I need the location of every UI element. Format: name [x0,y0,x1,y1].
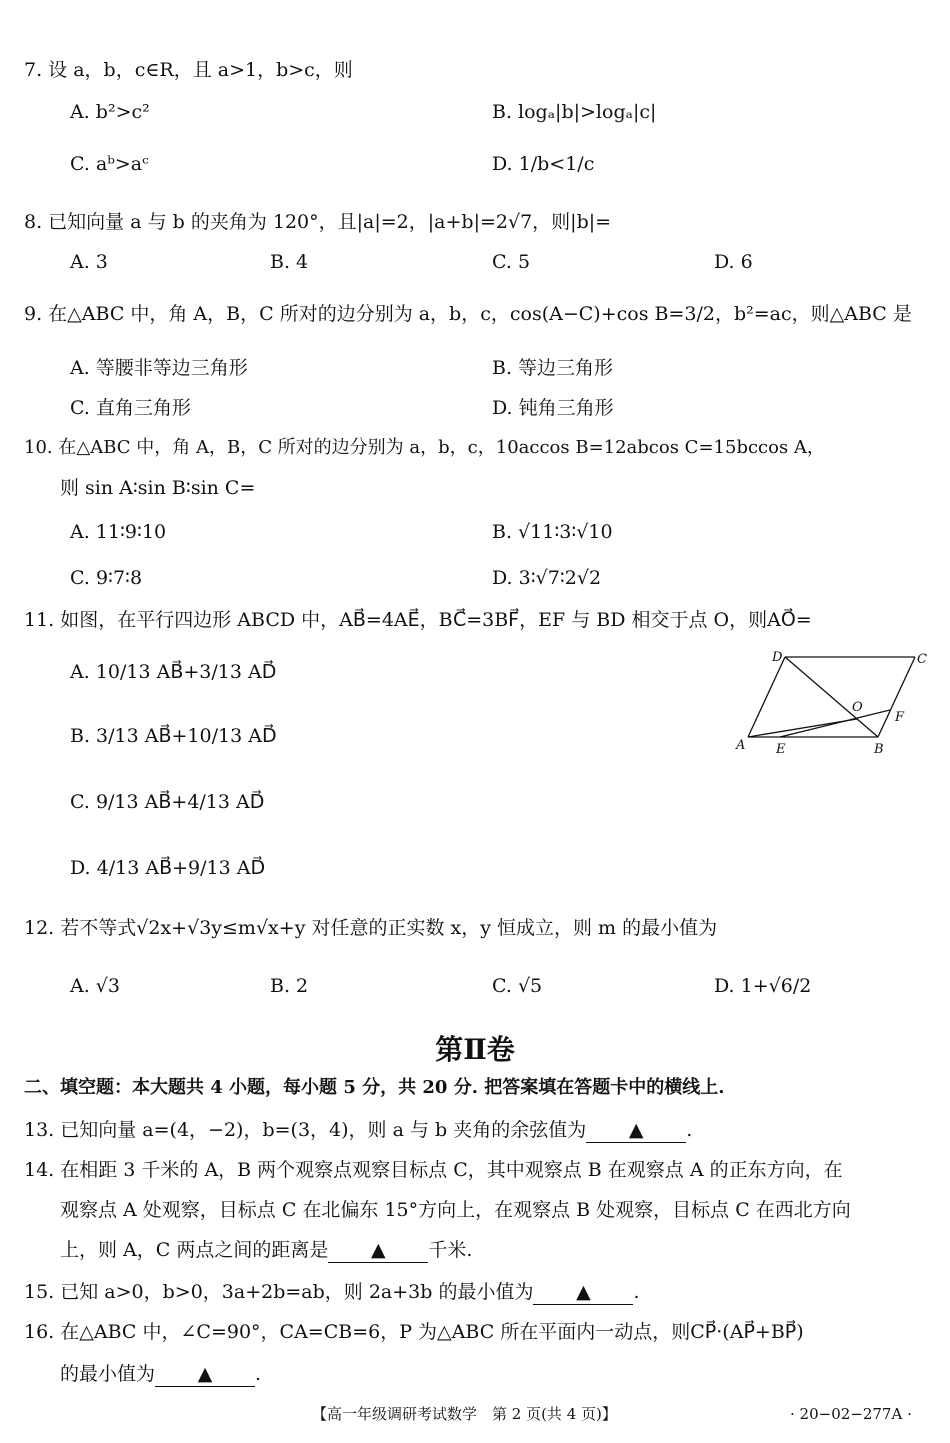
q12-option-b: B. 2 [270,975,309,997]
q9-option-c: C. 直角三角形 [70,397,191,419]
q13 [24,1118,692,1143]
q14-line1: 14. 在相距 3 千米的 A，B 两个观察点观察目标点 C，其中观察点 B 在观察点 A 的正东方向，在 [24,1159,843,1181]
footer-code: · 20−02−277A · [790,1405,912,1423]
q11-parallelogram-figure [730,645,930,760]
q9-option-b: B. 等边三角形 [492,357,614,379]
q14-line3 [60,1238,472,1263]
q16-line2 [60,1362,261,1387]
q8-option-d: D. 6 [714,251,753,273]
q9-option-d: D. 钝角三角形 [492,397,614,419]
label-b: B [874,742,884,757]
q13-text: 13. 已知向量 a=(4，−2)，b=(3，4)，则 a 与 b 夹角的余弦值为 [24,1119,587,1141]
q11-stem: 11. 如图，在平行四边形 ABCD 中，AB⃗=4AE⃗，BC⃗=3BF⃗，EF 与 BD 相交于点 O，则AO⃗= [24,609,812,631]
label-e: E [776,742,786,757]
section-2-instruction: 二、填空题：本大题共 4 小题，每小题 5 分，共 20 分. 把答案填在答题卡中的横线上. [24,1077,725,1098]
triangle-icon: ▲ [576,1281,591,1303]
q7-option-b: B. logₐ|b|>logₐ|c| [492,101,657,123]
triangle-icon: ▲ [197,1363,213,1385]
q13-end: . [686,1119,693,1141]
q14-line3-text: 上，则 A，C 两点之间的距离是 [60,1239,329,1261]
footer-page-info: 【高一年级调研考试数学 第 2 页(共 4 页)】 [312,1405,617,1423]
q12-stem: 12. 若不等式√2x+√3y≤m√x+y 对任意的正实数 x，y 恒成立，则 m 的最小值为 [24,917,718,939]
q8-stem: 8. 已知向量 a 与 b 的夹角为 120°，且|a|=2，|a+b|=2√7，则|b|= [24,211,612,233]
q16-line1: 16. 在△ABC 中，∠C=90°，CA=CB=6，P 为△ABC 所在平面内一动点，则CP⃗·(AP⃗+BP⃗) [24,1321,804,1343]
q7-stem: 7. 设 a，b，c∈R，且 a>1，b>c，则 [24,59,353,81]
q10-option-a: A. 11∶9∶10 [70,521,167,543]
triangle-icon: ▲ [371,1239,386,1261]
q11-option-b: B. 3/13 AB⃗+10/13 AD⃗ [70,725,277,747]
edge-da [748,657,785,737]
q14-answer-blank [328,1238,428,1263]
q14-line2: 观察点 A 处观察，目标点 C 在北偏东 15°方向上，在观察点 B 处观察，目标点 C 在西北方向 [60,1199,851,1221]
q16-line2-text: 的最小值为 [60,1363,156,1385]
edge-bc [878,657,915,737]
q11-option-d: D. 4/13 AB⃗+9/13 AD⃗ [70,857,266,879]
q10-stem-line2: 则 sin A∶sin B∶sin C= [60,477,256,499]
label-f: F [895,710,905,725]
q8-option-c: C. 5 [492,251,531,273]
label-c: C [917,652,927,667]
label-a: A [736,738,746,753]
q11-option-c: C. 9/13 AB⃗+4/13 AD⃗ [70,791,265,813]
q7-option-a: A. b²>c² [70,101,150,123]
section-2-title: 第Ⅱ卷 [435,1033,515,1066]
q7-option-d: D. 1/b<1/c [492,153,595,175]
q12-option-d: D. 1+√6/2 [714,975,812,997]
q10-option-c: C. 9∶7∶8 [70,567,143,589]
label-o: O [852,700,863,715]
q16-answer-blank [155,1362,255,1387]
q15 [24,1280,640,1305]
q10-option-b: B. √11∶3∶√10 [492,521,613,543]
vector-ao [748,719,857,737]
q15-end: . [633,1281,640,1303]
q8-option-b: B. 4 [270,251,309,273]
q8-option-a: A. 3 [70,251,108,273]
q14-end: 千米. [428,1239,473,1261]
q11-option-a: A. 10/13 AB⃗+3/13 AD⃗ [70,661,277,683]
q12-option-a: A. √3 [70,975,120,997]
q12-option-c: C. √5 [492,975,543,997]
q10-option-d: D. 3∶√7∶2√2 [492,567,602,589]
q15-answer-blank [533,1280,633,1305]
q9-option-a: A. 等腰非等边三角形 [70,357,248,379]
q10-stem-line1: 10. 在△ABC 中，角 A，B，C 所对的边分别为 a，b，c，10accos B=12abcos C=15bccos A， [24,437,825,458]
triangle-icon: ▲ [628,1119,644,1141]
q16-end: . [255,1363,262,1385]
label-d: D [772,650,783,665]
q9-stem: 9. 在△ABC 中，角 A，B，C 所对的边分别为 a，b，c，cos(A−C)+cos B=3/2，b²=ac，则△ABC 是 [24,303,912,325]
q15-text: 15. 已知 a>0，b>0，3a+2b=ab，则 2a+3b 的最小值为 [24,1281,534,1303]
q7-option-c: C. aᵇ>aᶜ [70,153,149,175]
q13-answer-blank [586,1118,686,1143]
